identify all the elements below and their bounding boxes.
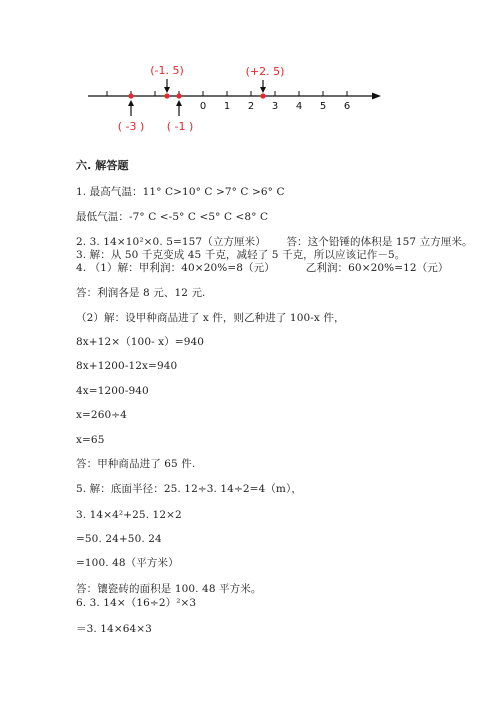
answer-line: （2）解：设甲种商品进了 x 件，则乙种进了 100-x 件， — [76, 312, 345, 324]
label-neg-1-5: (-1. 5) — [150, 64, 184, 77]
number-line-arrowhead — [372, 93, 381, 100]
answer-line: 答：镶瓷砖的面积是 100. 48 平方米。 — [76, 583, 262, 595]
answer-line: 答：甲种商品进了 65 件. — [76, 458, 196, 470]
equation-line: ＝3. 14×64×3 — [76, 623, 152, 635]
tick-label-3: 3 — [271, 101, 279, 112]
arrow-neg-3 — [128, 100, 134, 116]
number-line-figure — [0, 0, 500, 150]
tick-marks — [107, 91, 347, 96]
point-neg-1-5 — [164, 93, 169, 98]
equation-line: 3. 14×4²+25. 12×2 — [76, 509, 182, 521]
answer-line: 3. 解：从 50 千克变成 45 千克，减轻了 5 千克，所以应该记作－5。 — [76, 249, 406, 261]
equation-line: 8x+12×（100- x）=940 — [76, 336, 205, 348]
arrow-pos-2-5 — [260, 80, 266, 93]
answer-line: 1. 最高气温：11° C>10° C >7° C >6° C — [76, 186, 285, 198]
answer-line: 4. （1）解：甲利润：40×20%=8（元） 乙利润：60×20%=12（元） — [76, 262, 449, 274]
point-neg-1 — [176, 93, 181, 98]
answer-line: 2. 3. 14×10²×0. 5=157（立方厘米） 答：这个铅锤的体积是 157 立方厘米。 — [76, 236, 473, 248]
answer-line: 答：利润各是 8 元、12 元. — [76, 287, 206, 299]
equation-line: 8x+1200-12x=940 — [76, 360, 178, 372]
tick-label-5: 5 — [319, 101, 327, 112]
equation-line: x=260÷4 — [76, 409, 127, 421]
equation-line: 6. 3. 14×（16÷2）²×3 — [76, 597, 197, 609]
answer-line: 5. 解：底面半径：25. 12÷3. 14÷2=4（m）， — [76, 483, 302, 495]
point-pos-2-5 — [260, 93, 265, 98]
equation-line: =50. 24+50. 24 — [76, 533, 162, 545]
arrow-neg-1-5 — [164, 79, 170, 93]
answer-line: 最低气温：-7° C <-5° C <5° C <8° C — [76, 211, 269, 223]
section-title: 六. 解答题 — [76, 159, 129, 172]
equation-line: x=65 — [76, 434, 105, 446]
label-pos-2-5: (+2. 5) — [245, 65, 285, 78]
arrow-neg-1 — [176, 100, 182, 116]
point-neg-3 — [128, 93, 133, 98]
label-neg-3: ( -3 ) — [117, 120, 145, 133]
tick-label-2: 2 — [247, 101, 255, 112]
tick-label-4: 4 — [295, 101, 303, 112]
equation-line: =100. 48（平方米） — [76, 557, 179, 569]
equation-line: 4x=1200-940 — [76, 385, 149, 397]
tick-label-0: 0 — [199, 101, 207, 112]
label-neg-1: ( -1 ) — [166, 120, 194, 133]
tick-label-6: 6 — [343, 101, 351, 112]
tick-label-1: 1 — [223, 101, 231, 112]
